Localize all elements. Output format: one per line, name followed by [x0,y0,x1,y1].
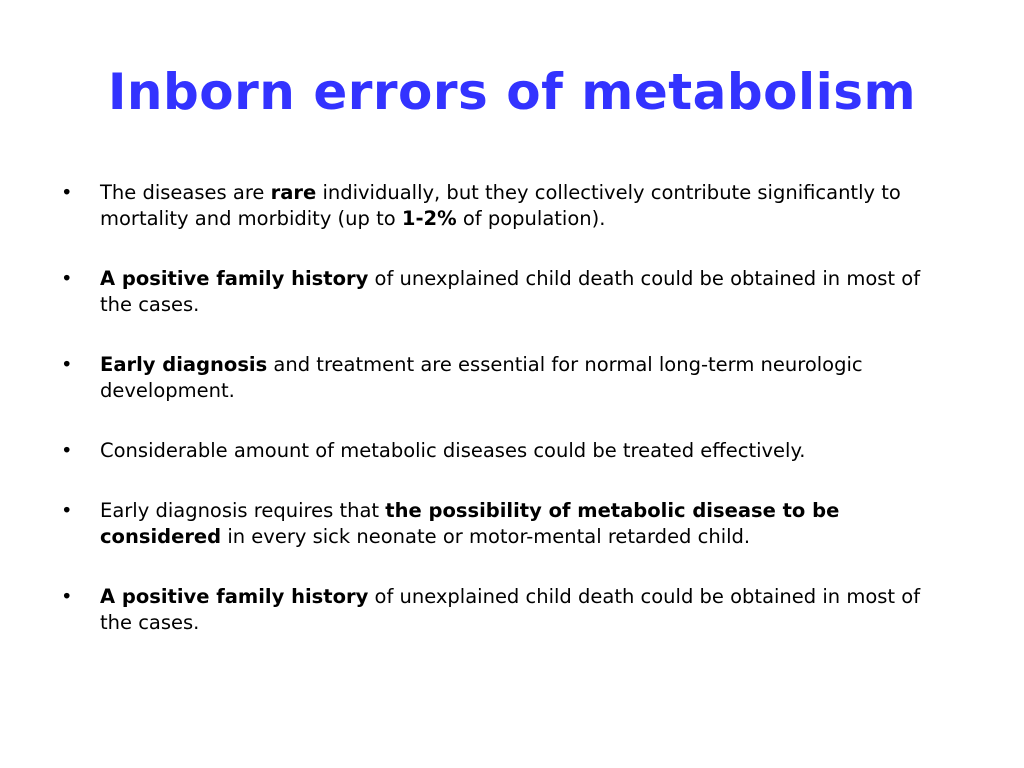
bullet-point-icon: • [61,181,73,204]
bullet-item [58,266,958,318]
bullet-point-icon: • [61,267,73,290]
bullet-text: and treatment are essential for normal long-term neurologic development. [100,353,863,402]
bullet-bold-text: A positive family history [100,585,369,608]
bullet-text: Considerable amount of metabolic diseases could be treated effectively. [100,439,806,462]
bullet-text: individually, but they collectively contribute significantly to mortality and morbidity (up to [100,181,901,230]
bullet-bold-text: rare [270,181,317,204]
bullet-point-icon: • [61,585,73,608]
bullet-text: of unexplained child death could be obtained in most of the cases. [100,585,921,634]
bullet-bold-text: A positive family history [100,267,369,290]
bullet-bold-text: the possibility of metabolic disease to be considered [100,499,840,548]
bullet-item [58,352,958,404]
bullet-item [58,438,958,464]
bullet-item [58,584,958,636]
bullet-point-icon: • [61,499,73,522]
bullet-text: of population). [456,207,606,230]
bullet-text: Early diagnosis requires that [100,499,386,522]
bullet-item [58,498,958,550]
bullet-text: of unexplained child death could be obtained in most of the cases. [100,267,921,316]
bullet-text: The diseases are [100,181,271,204]
bullet-point-icon: • [61,353,73,376]
bullet-bold-text: Early diagnosis [100,353,268,376]
bullet-bold-text: 1-2% [401,207,457,230]
bullet-text: in every sick neonate or motor-mental retarded child. [221,525,751,548]
bullet-item [58,180,958,232]
slide-title: Inborn errors of metabolism [107,63,917,121]
bullet-point-icon: • [61,439,73,462]
bullet-list [58,180,958,670]
